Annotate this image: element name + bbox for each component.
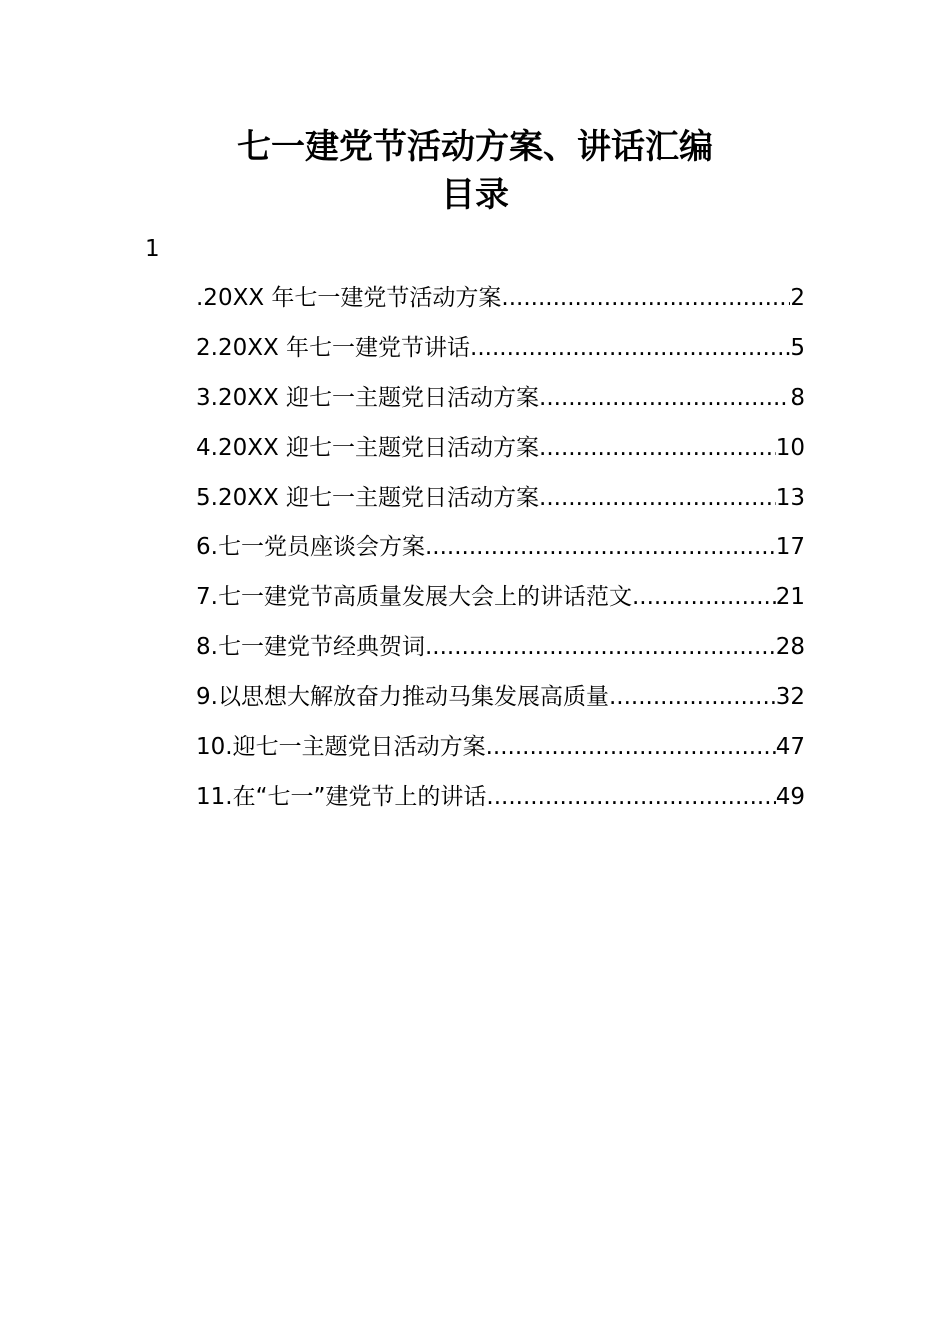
- toc-dot-leader: [632, 581, 776, 613]
- toc-dot-leader: [425, 631, 776, 663]
- toc-entry-label: 11.在“七一”建党节上的讲话: [196, 783, 487, 810]
- toc-entry-9[interactable]: [196, 681, 805, 731]
- toc-entry-4[interactable]: [196, 432, 805, 482]
- toc-entry-page: 28: [775, 634, 805, 661]
- toc-entry-label: 8.七一建党节经典贺词: [196, 634, 425, 661]
- toc-entry-5[interactable]: [196, 482, 805, 532]
- toc-entry-label: 4.20XX 迎七一主题党日活动方案: [196, 434, 540, 461]
- toc-entry-page: 10: [775, 434, 805, 461]
- toc-entry-label: 6.七一党员座谈会方案: [196, 534, 425, 561]
- toc-entry-page: 49: [775, 783, 805, 810]
- toc-dot-leader: [501, 282, 790, 314]
- toc-dot-leader: [609, 681, 776, 713]
- toc-entry-label: 5.20XX 迎七一主题党日活动方案: [196, 484, 540, 511]
- toc-entry-8[interactable]: [196, 631, 805, 681]
- toc-entry-label: 3.20XX 迎七一主题党日活动方案: [196, 384, 540, 411]
- toc-dot-leader: [486, 731, 776, 763]
- toc-dot-leader: [486, 781, 775, 813]
- toc-entry-10[interactable]: [196, 731, 805, 781]
- toc-entry-label: 10.迎七一主题党日活动方案: [196, 734, 486, 761]
- toc-level-number: 1: [145, 236, 160, 262]
- toc-entry-page: 13: [775, 484, 805, 511]
- toc-entry-3[interactable]: [196, 382, 805, 432]
- toc-entry-page: 5: [790, 334, 805, 361]
- table-of-contents: [196, 282, 805, 831]
- toc-entry-page: 2: [790, 285, 805, 311]
- toc-entry-page: 17: [775, 534, 805, 561]
- toc-dot-leader: [539, 432, 776, 464]
- toc-entry-page: 47: [775, 734, 805, 761]
- toc-entry-11[interactable]: [196, 781, 805, 831]
- toc-entry-label: 9.以思想大解放奋力推动马集发展高质量: [196, 684, 609, 711]
- toc-dot-leader: [425, 531, 776, 563]
- toc-dot-leader: [539, 382, 790, 414]
- toc-heading: 目录: [441, 175, 509, 215]
- toc-dot-leader: [470, 332, 790, 364]
- toc-entry-7[interactable]: [196, 581, 805, 631]
- toc-entry-label: .20XX 年七一建党节活动方案: [196, 285, 502, 311]
- toc-entry-label: 2.20XX 年七一建党节讲话: [196, 334, 471, 361]
- toc-entry-2[interactable]: [196, 332, 805, 382]
- toc-entry-label: 7.七一建党节高质量发展大会上的讲话范文: [196, 584, 632, 611]
- toc-dot-leader: [539, 482, 776, 514]
- toc-entry-1[interactable]: [196, 282, 805, 332]
- document-title: 七一建党节活动方案、讲话汇编: [237, 127, 713, 167]
- toc-entry-page: 21: [775, 584, 805, 611]
- toc-entry-6[interactable]: [196, 531, 805, 581]
- toc-entry-page: 32: [775, 684, 805, 711]
- toc-entry-page: 8: [790, 384, 805, 411]
